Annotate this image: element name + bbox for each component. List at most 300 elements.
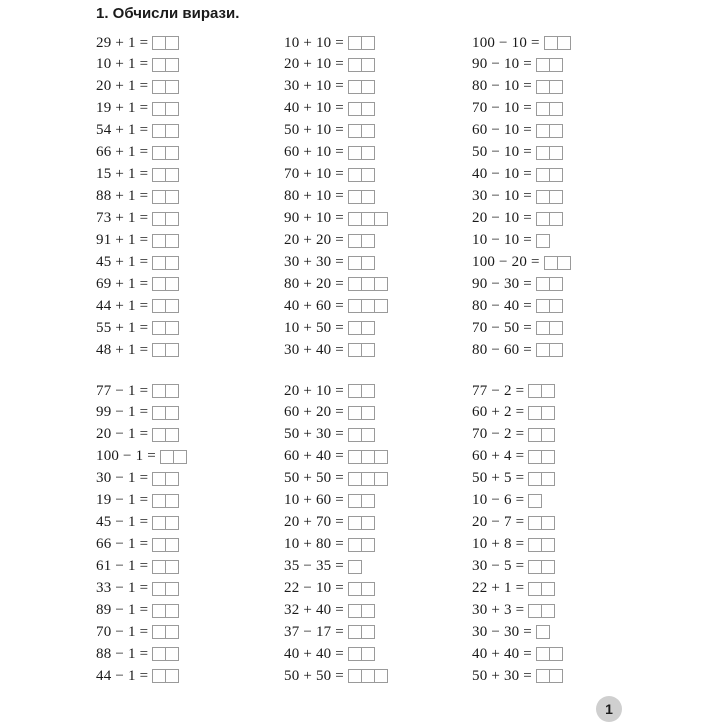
answer-cell[interactable] (165, 516, 179, 530)
exercise-row (284, 317, 374, 339)
answer-cell[interactable] (348, 560, 362, 574)
answer-cell[interactable] (536, 212, 550, 226)
answer-cell[interactable] (528, 604, 542, 618)
answer-boxes[interactable] (536, 168, 562, 182)
expression-text: 15 + 1 = (96, 166, 149, 183)
answer-cell[interactable] (348, 190, 362, 204)
answer-cell[interactable] (549, 669, 563, 683)
answer-cell[interactable] (361, 321, 375, 335)
answer-cell[interactable] (528, 384, 542, 398)
answer-boxes[interactable] (536, 277, 562, 291)
answer-cell[interactable] (152, 299, 166, 313)
answer-cell[interactable] (549, 299, 563, 313)
answer-cell[interactable] (165, 190, 179, 204)
answer-cell[interactable] (165, 647, 179, 661)
expression-text: 50 + 50 = (284, 667, 344, 684)
answer-cell[interactable] (152, 234, 166, 248)
answer-cell[interactable] (549, 343, 563, 357)
answer-cell[interactable] (536, 124, 550, 138)
answer-boxes[interactable] (536, 299, 562, 313)
answer-cell[interactable] (152, 494, 166, 508)
answer-cell[interactable] (152, 669, 166, 683)
answer-cell[interactable] (361, 406, 375, 420)
answer-cell[interactable] (541, 560, 555, 574)
answer-cell[interactable] (536, 190, 550, 204)
answer-cell[interactable] (549, 80, 563, 94)
answer-boxes[interactable] (348, 450, 387, 464)
answer-cell[interactable] (541, 450, 555, 464)
answer-cell[interactable] (361, 256, 375, 270)
answer-boxes[interactable] (152, 516, 178, 530)
answer-boxes[interactable] (528, 560, 554, 574)
exercise-row (96, 665, 178, 687)
answer-boxes[interactable] (152, 560, 178, 574)
answer-cell[interactable] (541, 604, 555, 618)
answer-cell[interactable] (348, 494, 362, 508)
answer-cell[interactable] (165, 384, 179, 398)
answer-cell[interactable] (549, 190, 563, 204)
answer-cell[interactable] (374, 299, 388, 313)
answer-cell[interactable] (374, 472, 388, 486)
answer-boxes[interactable] (152, 234, 178, 248)
answer-boxes[interactable] (536, 58, 562, 72)
expression-text: 80 + 10 = (284, 188, 344, 205)
answer-boxes[interactable] (152, 669, 178, 683)
answer-cell[interactable] (348, 343, 362, 357)
answer-cell[interactable] (361, 343, 375, 357)
answer-boxes[interactable] (348, 560, 361, 574)
answer-cell[interactable] (348, 625, 362, 639)
answer-boxes[interactable] (348, 384, 374, 398)
answer-cell[interactable] (536, 146, 550, 160)
exercise-row (96, 142, 178, 164)
answer-boxes[interactable] (348, 58, 374, 72)
answer-cell[interactable] (348, 234, 362, 248)
answer-boxes[interactable] (152, 472, 178, 486)
answer-boxes[interactable] (536, 625, 549, 639)
exercise-row (472, 578, 554, 600)
expression-text: 30 + 3 = (472, 602, 525, 618)
answer-cell[interactable] (152, 321, 166, 335)
answer-cell[interactable] (348, 582, 362, 596)
answer-boxes[interactable] (152, 256, 178, 270)
answer-cell[interactable] (348, 299, 362, 313)
answer-boxes[interactable] (152, 36, 178, 50)
answer-cell[interactable] (549, 146, 563, 160)
answer-cell[interactable] (361, 102, 375, 116)
answer-boxes[interactable] (536, 102, 562, 116)
expression-text: 70 − 2 = (472, 426, 525, 443)
answer-cell[interactable] (165, 102, 179, 116)
answer-boxes[interactable] (152, 80, 178, 94)
expression-text: 54 + 1 = (96, 122, 149, 139)
answer-boxes[interactable] (152, 58, 178, 72)
exercise-row (284, 295, 387, 317)
answer-cell[interactable] (374, 277, 388, 291)
answer-cell[interactable] (549, 168, 563, 182)
answer-cell[interactable] (165, 560, 179, 574)
exercise-row (472, 54, 562, 76)
answer-cell[interactable] (528, 560, 542, 574)
answer-cell[interactable] (165, 234, 179, 248)
answer-boxes[interactable] (348, 146, 374, 160)
answer-cell[interactable] (348, 102, 362, 116)
answer-cell[interactable] (160, 450, 174, 464)
answer-cell[interactable] (528, 450, 542, 464)
answer-cell[interactable] (361, 80, 375, 94)
answer-cell[interactable] (348, 604, 362, 618)
answer-cell[interactable] (165, 256, 179, 270)
answer-cell[interactable] (374, 669, 388, 683)
answer-cell[interactable] (361, 472, 375, 486)
answer-cell[interactable] (165, 538, 179, 552)
answer-cell[interactable] (536, 277, 550, 291)
expression-text: 30 + 40 = (284, 341, 344, 358)
answer-boxes[interactable] (528, 384, 554, 398)
answer-cell[interactable] (165, 212, 179, 226)
answer-cell[interactable] (348, 516, 362, 530)
answer-cell[interactable] (544, 256, 558, 270)
answer-cell[interactable] (549, 277, 563, 291)
expression-text: 30 − 10 = (472, 188, 532, 205)
answer-boxes[interactable] (536, 190, 562, 204)
answer-cell[interactable] (361, 384, 375, 398)
answer-cell[interactable] (165, 321, 179, 335)
expression-text: 33 − 1 = (96, 580, 149, 597)
answer-cell[interactable] (152, 80, 166, 94)
answer-cell[interactable] (348, 538, 362, 552)
answer-cell[interactable] (361, 124, 375, 138)
answer-cell[interactable] (348, 80, 362, 94)
answer-cell[interactable] (152, 560, 166, 574)
answer-cell[interactable] (536, 321, 550, 335)
answer-boxes[interactable] (160, 450, 186, 464)
answer-cell[interactable] (165, 168, 179, 182)
answer-boxes[interactable] (544, 36, 570, 50)
answer-boxes[interactable] (348, 256, 374, 270)
answer-cell[interactable] (361, 146, 375, 160)
answer-cell[interactable] (541, 538, 555, 552)
answer-cell[interactable] (348, 472, 362, 486)
answer-boxes[interactable] (348, 428, 374, 442)
expression-text: 48 + 1 = (96, 341, 149, 358)
answer-cell[interactable] (536, 80, 550, 94)
answer-boxes[interactable] (348, 494, 374, 508)
expression-text: 73 + 1 = (96, 210, 149, 227)
answer-boxes[interactable] (348, 80, 374, 94)
answer-cell[interactable] (152, 472, 166, 486)
exercise-row (284, 164, 374, 186)
answer-boxes[interactable] (544, 256, 570, 270)
answer-boxes[interactable] (348, 168, 374, 182)
answer-cell[interactable] (165, 669, 179, 683)
answer-boxes[interactable] (348, 36, 374, 50)
answer-cell[interactable] (152, 428, 166, 442)
answer-cell[interactable] (361, 647, 375, 661)
answer-boxes[interactable] (536, 669, 562, 683)
answer-boxes[interactable] (528, 538, 554, 552)
answer-cell[interactable] (165, 277, 179, 291)
answer-cell[interactable] (536, 647, 550, 661)
exercise-row (472, 402, 554, 424)
answer-cell[interactable] (361, 516, 375, 530)
answer-cell[interactable] (152, 516, 166, 530)
answer-boxes[interactable] (536, 343, 562, 357)
exercise-row (284, 446, 387, 468)
answer-boxes[interactable] (348, 582, 374, 596)
answer-cell[interactable] (152, 625, 166, 639)
answer-boxes[interactable] (536, 146, 562, 160)
exercise-row (284, 208, 387, 230)
answer-cell[interactable] (348, 450, 362, 464)
expression-text: 77 − 2 = (472, 382, 525, 399)
answer-cell[interactable] (152, 277, 166, 291)
answer-boxes[interactable] (348, 212, 387, 226)
answer-cell[interactable] (528, 582, 542, 596)
answer-boxes[interactable] (152, 190, 178, 204)
answer-boxes[interactable] (528, 494, 541, 508)
answer-cell[interactable] (361, 277, 375, 291)
answer-boxes[interactable] (152, 494, 178, 508)
answer-cell[interactable] (165, 146, 179, 160)
answer-cell[interactable] (348, 321, 362, 335)
answer-boxes[interactable] (152, 277, 178, 291)
answer-cell[interactable] (374, 212, 388, 226)
answer-boxes[interactable] (528, 450, 554, 464)
answer-cell[interactable] (152, 102, 166, 116)
answer-cell[interactable] (549, 647, 563, 661)
answer-boxes[interactable] (152, 102, 178, 116)
answer-cell[interactable] (557, 36, 571, 50)
answer-boxes[interactable] (152, 343, 178, 357)
answer-cell[interactable] (348, 647, 362, 661)
answer-cell[interactable] (549, 212, 563, 226)
expression-text: 70 − 1 = (96, 623, 149, 640)
answer-boxes[interactable] (536, 647, 562, 661)
answer-boxes[interactable] (152, 212, 178, 226)
answer-cell[interactable] (348, 212, 362, 226)
answer-boxes[interactable] (348, 234, 374, 248)
exercise-row (96, 534, 178, 556)
answer-boxes[interactable] (348, 538, 374, 552)
answer-boxes[interactable] (528, 428, 554, 442)
answer-cell[interactable] (165, 80, 179, 94)
answer-cell[interactable] (361, 58, 375, 72)
answer-cell[interactable] (165, 343, 179, 357)
answer-cell[interactable] (541, 428, 555, 442)
answer-cell[interactable] (528, 472, 542, 486)
answer-cell[interactable] (152, 58, 166, 72)
answer-boxes[interactable] (152, 146, 178, 160)
answer-cell[interactable] (165, 582, 179, 596)
answer-boxes[interactable] (348, 406, 374, 420)
answer-boxes[interactable] (152, 428, 178, 442)
answer-boxes[interactable] (152, 538, 178, 552)
answer-cell[interactable] (528, 494, 542, 508)
answer-cell[interactable] (165, 36, 179, 50)
expression-text: 10 + 60 = (284, 492, 344, 509)
answer-boxes[interactable] (348, 277, 387, 291)
answer-cell[interactable] (165, 494, 179, 508)
answer-cell[interactable] (348, 58, 362, 72)
answer-boxes[interactable] (348, 321, 374, 335)
answer-cell[interactable] (374, 450, 388, 464)
answer-cell[interactable] (348, 124, 362, 138)
expression-text: 30 − 1 = (96, 470, 149, 487)
answer-cell[interactable] (361, 625, 375, 639)
answer-cell[interactable] (541, 516, 555, 530)
answer-boxes[interactable] (152, 625, 178, 639)
answer-cell[interactable] (536, 625, 550, 639)
answer-cell[interactable] (165, 472, 179, 486)
answer-cell[interactable] (549, 321, 563, 335)
answer-cell[interactable] (348, 256, 362, 270)
answer-cell[interactable] (348, 406, 362, 420)
answer-boxes[interactable] (348, 190, 374, 204)
answer-cell[interactable] (528, 516, 542, 530)
answer-cell[interactable] (528, 538, 542, 552)
answer-cell[interactable] (348, 277, 362, 291)
answer-cell[interactable] (348, 146, 362, 160)
answer-cell[interactable] (361, 450, 375, 464)
answer-cell[interactable] (361, 299, 375, 313)
answer-boxes[interactable] (536, 321, 562, 335)
exercise-row (284, 186, 374, 208)
answer-cell[interactable] (152, 604, 166, 618)
answer-cell[interactable] (165, 124, 179, 138)
answer-boxes[interactable] (152, 406, 178, 420)
answer-cell[interactable] (165, 604, 179, 618)
answer-cell[interactable] (348, 384, 362, 398)
answer-cell[interactable] (152, 212, 166, 226)
answer-boxes[interactable] (528, 582, 554, 596)
answer-cell[interactable] (549, 124, 563, 138)
answer-cell[interactable] (165, 406, 179, 420)
answer-cell[interactable] (152, 582, 166, 596)
answer-cell[interactable] (165, 58, 179, 72)
answer-cell[interactable] (361, 168, 375, 182)
answer-boxes[interactable] (536, 212, 562, 226)
answer-cell[interactable] (361, 36, 375, 50)
answer-boxes[interactable] (152, 647, 178, 661)
answer-cell[interactable] (549, 58, 563, 72)
answer-cell[interactable] (152, 168, 166, 182)
answer-boxes[interactable] (348, 647, 374, 661)
answer-boxes[interactable] (528, 472, 554, 486)
answer-cell[interactable] (536, 299, 550, 313)
answer-boxes[interactable] (348, 516, 374, 530)
answer-cell[interactable] (361, 234, 375, 248)
answer-boxes[interactable] (528, 406, 554, 420)
answer-cell[interactable] (528, 406, 542, 420)
answer-cell[interactable] (536, 102, 550, 116)
answer-cell[interactable] (536, 58, 550, 72)
answer-boxes[interactable] (348, 343, 374, 357)
answer-cell[interactable] (361, 428, 375, 442)
answer-boxes[interactable] (152, 604, 178, 618)
answer-boxes[interactable] (348, 604, 374, 618)
answer-cell[interactable] (152, 384, 166, 398)
answer-cell[interactable] (348, 428, 362, 442)
answer-cell[interactable] (152, 124, 166, 138)
answer-cell[interactable] (361, 538, 375, 552)
exercise-row (284, 98, 374, 120)
answer-cell[interactable] (361, 582, 375, 596)
answer-cell[interactable] (361, 494, 375, 508)
answer-boxes[interactable] (536, 80, 562, 94)
answer-boxes[interactable] (152, 321, 178, 335)
answer-cell[interactable] (152, 36, 166, 50)
answer-boxes[interactable] (348, 124, 374, 138)
answer-boxes[interactable] (528, 604, 554, 618)
answer-cell[interactable] (361, 604, 375, 618)
answer-cell[interactable] (528, 428, 542, 442)
answer-cell[interactable] (152, 538, 166, 552)
answer-cell[interactable] (549, 102, 563, 116)
answer-cell[interactable] (541, 582, 555, 596)
answer-cell[interactable] (152, 256, 166, 270)
expression-text: 20 + 10 = (284, 382, 344, 399)
answer-cell[interactable] (544, 36, 558, 50)
answer-cell[interactable] (165, 625, 179, 639)
answer-cell[interactable] (152, 343, 166, 357)
answer-cell[interactable] (348, 36, 362, 50)
answer-cell[interactable] (557, 256, 571, 270)
answer-cell[interactable] (541, 406, 555, 420)
expression-text: 30 + 30 = (284, 254, 344, 270)
exercise-row (284, 76, 374, 98)
answer-cell[interactable] (348, 168, 362, 182)
answer-boxes[interactable] (348, 299, 387, 313)
answer-cell[interactable] (152, 406, 166, 420)
answer-cell[interactable] (536, 343, 550, 357)
answer-cell[interactable] (536, 168, 550, 182)
answer-cell[interactable] (173, 450, 187, 464)
answer-boxes[interactable] (152, 124, 178, 138)
answer-boxes[interactable] (348, 669, 387, 683)
answer-boxes[interactable] (348, 625, 374, 639)
answer-boxes[interactable] (152, 384, 178, 398)
answer-cell[interactable] (541, 472, 555, 486)
answer-boxes[interactable] (348, 472, 387, 486)
answer-cell[interactable] (152, 190, 166, 204)
answer-cell[interactable] (348, 669, 362, 683)
answer-cell[interactable] (165, 428, 179, 442)
expression-text: 22 − 10 = (284, 580, 344, 597)
answer-cell[interactable] (536, 669, 550, 683)
answer-boxes[interactable] (536, 234, 549, 248)
expression-text: 10 − 6 = (472, 492, 525, 509)
answer-cell[interactable] (361, 669, 375, 683)
answer-cell[interactable] (165, 299, 179, 313)
exercise-title: 1. Обчисли вирази. (96, 5, 240, 22)
answer-boxes[interactable] (152, 168, 178, 182)
answer-cell[interactable] (536, 234, 550, 248)
expression-text: 40 − 10 = (472, 166, 532, 183)
answer-boxes[interactable] (528, 516, 554, 530)
answer-boxes[interactable] (152, 582, 178, 596)
answer-cell[interactable] (361, 190, 375, 204)
answer-cell[interactable] (361, 212, 375, 226)
answer-boxes[interactable] (536, 124, 562, 138)
answer-cell[interactable] (541, 384, 555, 398)
exercise-row (472, 208, 562, 230)
answer-boxes[interactable] (152, 299, 178, 313)
exercise-row (284, 643, 374, 665)
answer-boxes[interactable] (348, 102, 374, 116)
answer-cell[interactable] (152, 647, 166, 661)
answer-cell[interactable] (152, 146, 166, 160)
